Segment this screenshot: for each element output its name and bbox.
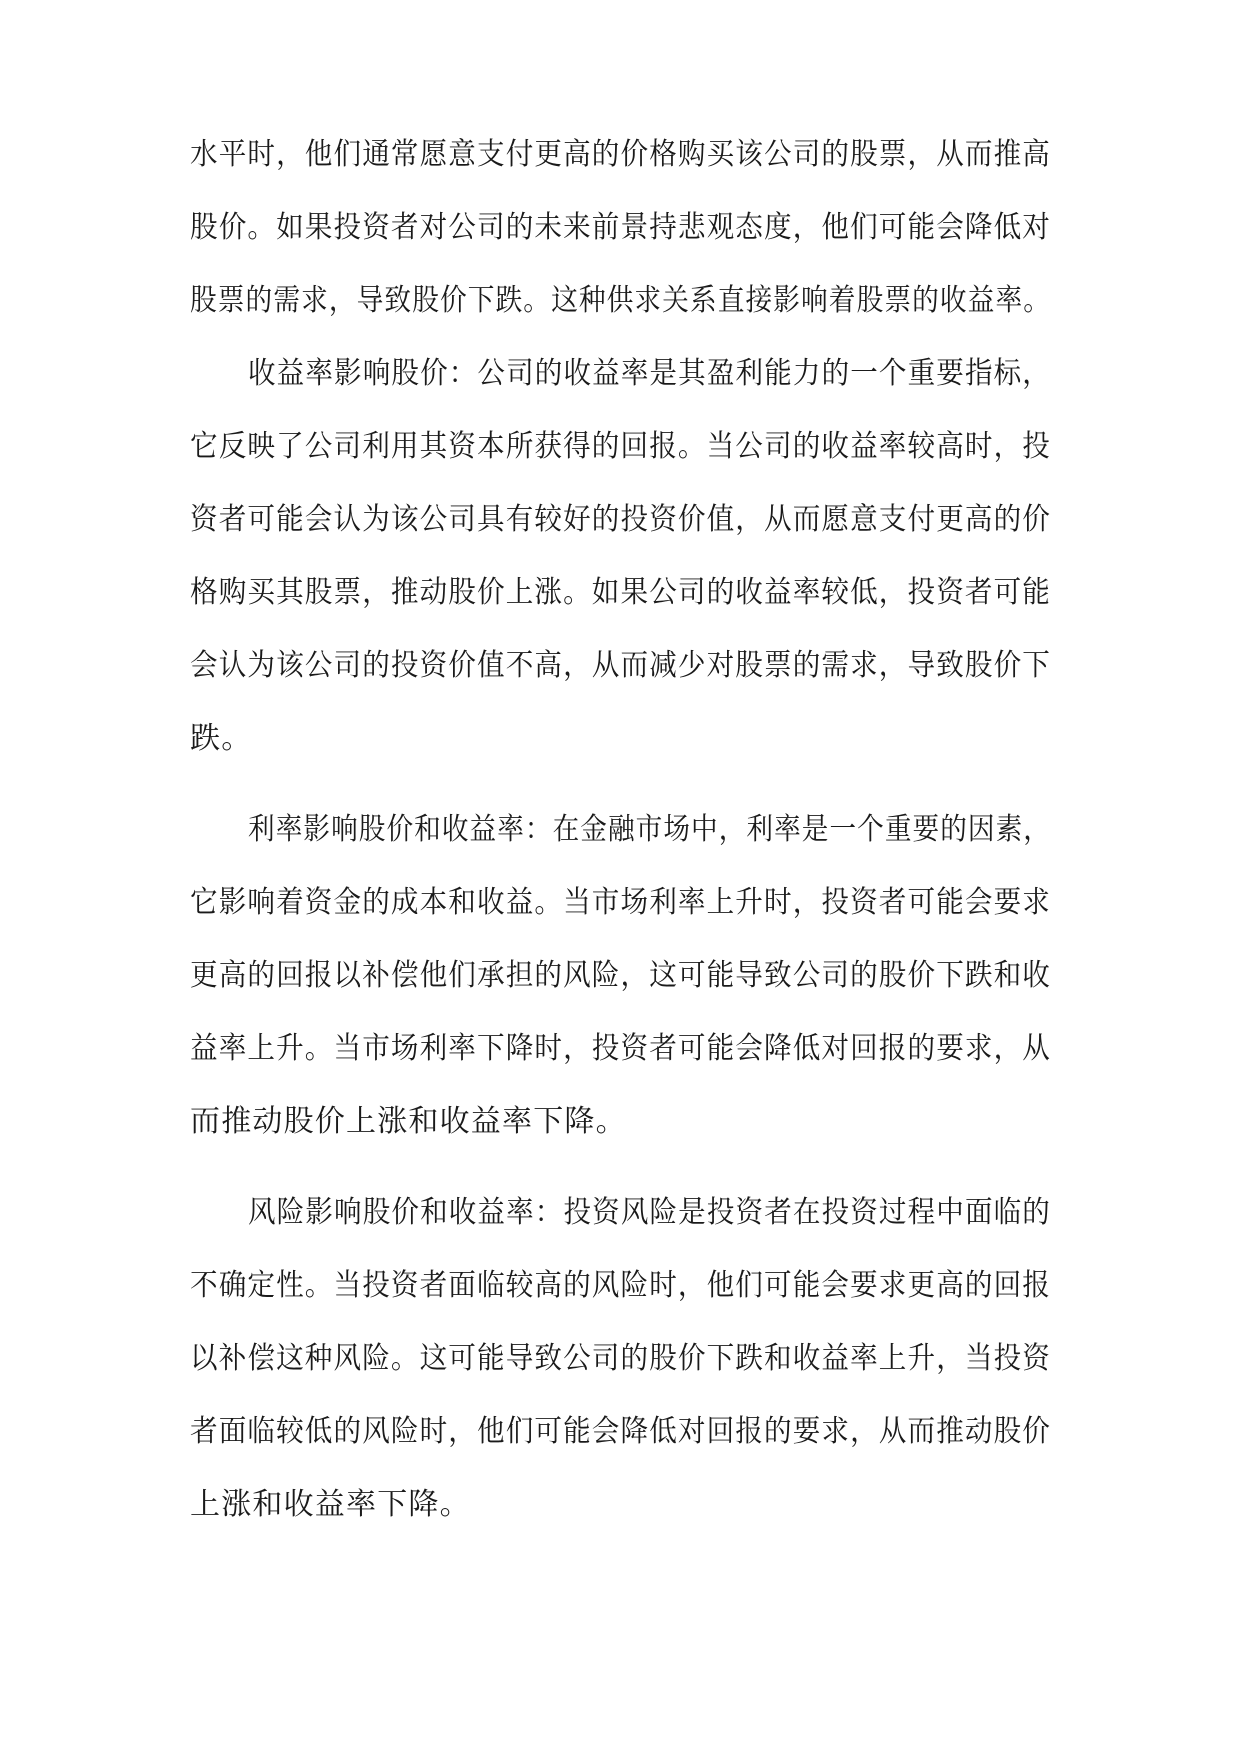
- text-line: 而推动股价上涨和收益率下降。: [190, 1104, 627, 1139]
- text-line: 它影响着资金的成本和收益。当市场利率上升时，投资者可能会要求: [190, 885, 1051, 920]
- text-line: 不确定性。当投资者面临较高的风险时，他们可能会要求更高的回报: [190, 1268, 1051, 1303]
- text-line: 以补偿这种风险。这可能导致公司的股价下跌和收益率上升，当投资: [190, 1341, 1051, 1376]
- text-line: 水平时，他们通常愿意支付更高的价格购买该公司的股票，从而推高: [190, 137, 1051, 172]
- text-line: 者面临较低的风险时，他们可能会降低对回报的要求，从而推动股价: [190, 1414, 1051, 1449]
- text-line: 更高的回报以补偿他们承担的风险，这可能导致公司的股价下跌和收: [190, 958, 1051, 993]
- text-line: 会认为该公司的投资价值不高，从而减少对股票的需求，导致股价下: [190, 648, 1051, 683]
- text-line: 股价。如果投资者对公司的未来前景持悲观态度，他们可能会降低对: [190, 210, 1051, 245]
- text-line: 格购买其股票，推动股价上涨。如果公司的收益率较低，投资者可能: [190, 575, 1051, 610]
- paragraph-heading-line: 风险影响股价和收益率：投资风险是投资者在投资过程中面临的: [248, 1195, 1051, 1230]
- text-line: 跌。: [190, 721, 253, 756]
- text-line: 股票的需求，导致股价下跌。这种供求关系直接影响着股票的收益率。: [190, 283, 1051, 318]
- text-line: 资者可能会认为该公司具有较好的投资价值，从而愿意支付更高的价: [190, 502, 1051, 537]
- text-line: 上涨和收益率下降。: [190, 1487, 471, 1522]
- paragraph-heading-line: 收益率影响股价：公司的收益率是其盈利能力的一个重要指标，: [248, 356, 1051, 391]
- text-line: 它反映了公司利用其资本所获得的回报。当公司的收益率较高时，投: [190, 429, 1051, 464]
- paragraph-heading-line: 利率影响股价和收益率：在金融市场中，利率是一个重要的因素，: [248, 812, 1051, 847]
- text-line: 益率上升。当市场利率下降时，投资者可能会降低对回报的要求，从: [190, 1031, 1051, 1066]
